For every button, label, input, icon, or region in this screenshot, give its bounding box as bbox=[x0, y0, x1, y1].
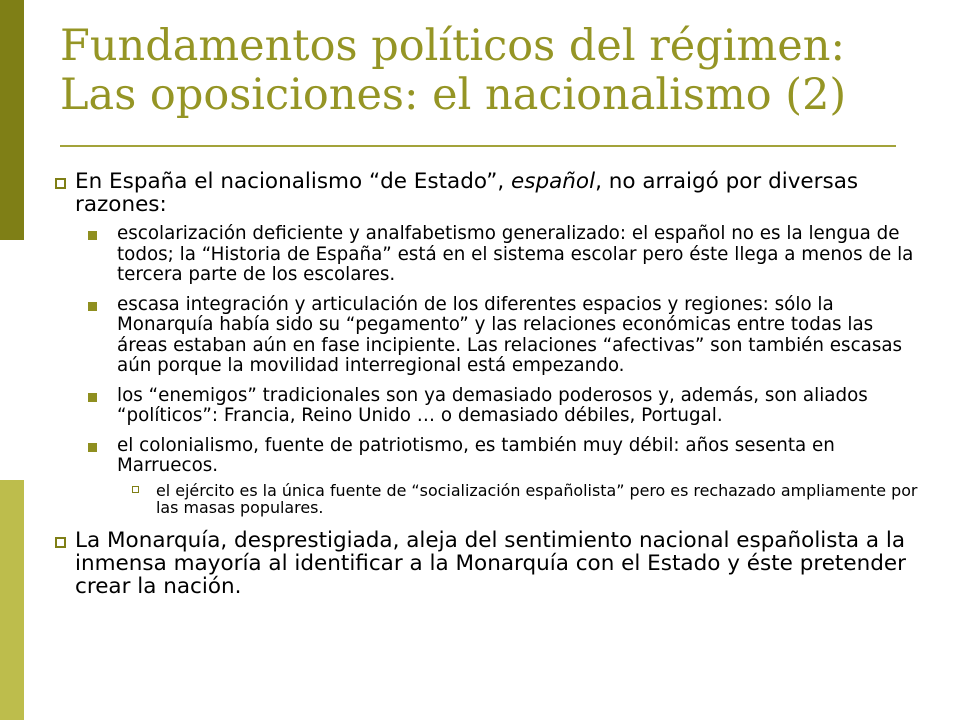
bullet1-text-start: En España el nacionalismo “de Estado”, bbox=[75, 169, 512, 194]
slide-title bbox=[60, 22, 920, 120]
filled-square-bullet-icon bbox=[88, 231, 97, 240]
hollow-square-bullet-icon bbox=[55, 537, 66, 548]
small-hollow-square-bullet-icon bbox=[132, 486, 139, 493]
sub-bullet-text: los “enemigos” tradicionales son ya demasiado poderosos y, además, son aliados “políticos”: Francia, Reino Unido … o demasiado débiles, Portugal. bbox=[117, 384, 868, 426]
filled-square-bullet-icon bbox=[88, 443, 97, 452]
bullet-level1 bbox=[50, 170, 920, 216]
sidebar-accent-middle bbox=[0, 240, 24, 480]
sub-bullet-text: escolarización deficiente y analfabetismo generalizado: el español no es la lengua de todos; la “Historia de España” está en el sistema escolar pero éste llega a menos de la tercera parte de los escolares. bbox=[117, 223, 914, 285]
bullet-level3 bbox=[156, 482, 920, 517]
sub-bullet-text: el colonialismo, fuente de patriotismo, es también muy débil: años sesenta en Marruecos. bbox=[117, 434, 835, 476]
sidebar-accent-bottom bbox=[0, 480, 24, 720]
filled-square-bullet-icon bbox=[88, 393, 97, 402]
slide-body bbox=[50, 170, 920, 606]
filled-square-bullet-icon bbox=[88, 302, 97, 311]
title-line-2: Las oposiciones: el nacionalismo (2) bbox=[60, 70, 847, 120]
bullet-level2 bbox=[117, 295, 920, 377]
bullet1-text-end: , no arraigó por diversas razones: bbox=[75, 169, 859, 217]
bullet-level2 bbox=[117, 224, 920, 286]
bullet2-text: La Monarquía, desprestigiada, aleja del sentimiento nacional españolista a la inmensa mayoría al identificar a la Monarquía con el Estado y éste pretender crear la nación. bbox=[75, 527, 906, 599]
sidebar-accent-top bbox=[0, 0, 24, 240]
title-line-1: Fundamentos políticos del régimen: bbox=[60, 21, 845, 71]
title-divider bbox=[60, 145, 896, 147]
bullet1-emphasis: español bbox=[511, 169, 596, 194]
bullet-level2 bbox=[117, 436, 920, 477]
sub-sub-bullet-text: el ejército es la única fuente de “socialización españolista” pero es rechazado ampliamente por las masas populares. bbox=[156, 480, 918, 517]
sub-bullet-text: escasa integración y articulación de los diferentes espacios y regiones: sólo la Monarquía había sido su “pegamento” y las relaciones económicas entre todas las áreas estaban aún en fase incipiente. Las relaciones “afectivas” son también escasas aún porque la movilidad interregional está empezando. bbox=[117, 293, 903, 376]
hollow-square-bullet-icon bbox=[55, 178, 66, 189]
bullet-level1 bbox=[50, 529, 920, 598]
bullet-level2 bbox=[117, 386, 920, 427]
